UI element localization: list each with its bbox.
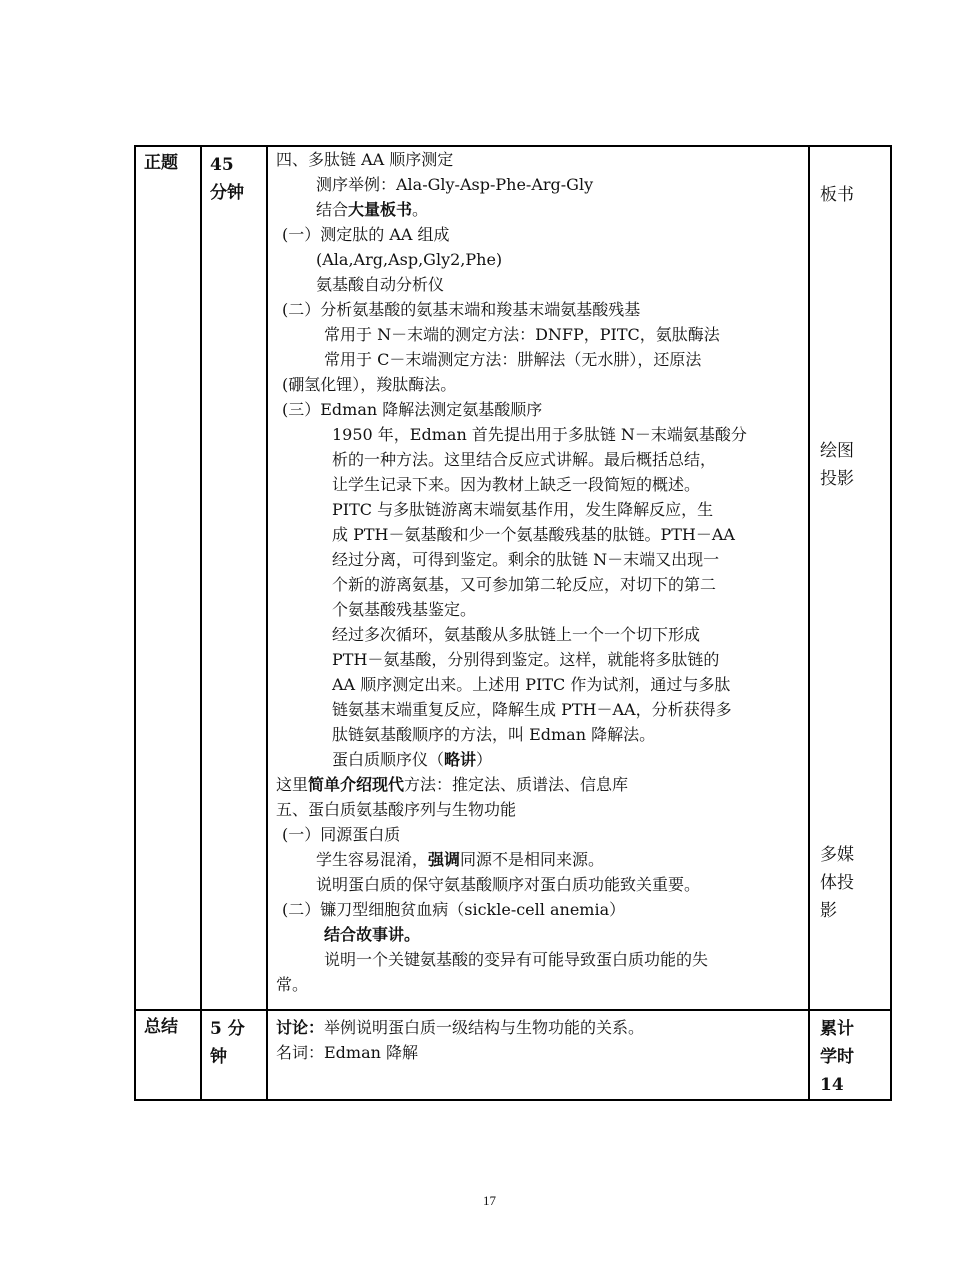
content-line: 个氨基酸残基鉴定。 (332, 600, 477, 619)
emphasis-span: 略讲 (444, 750, 477, 769)
text-span: 学生容易混淆， (316, 850, 429, 869)
section-label-summary (135, 1010, 201, 1100)
emphasis-span: 简单介绍现代 (308, 775, 405, 794)
content-line: 常用于 N－末端的测定方法：DNFP，PITC，氨肽酶法 (324, 325, 720, 344)
content-line: 常。 (276, 975, 309, 994)
content-line: 链氨基末端重复反应，降解生成 PTH－AA，分析获得多 (332, 700, 732, 719)
accumulated-hours (809, 1010, 891, 1100)
lesson-plan-table (134, 145, 892, 1101)
content-line: PITC 与多肽链游离末端氨基作用，发生降解反应，生 (332, 500, 714, 519)
summary-row (135, 1010, 891, 1100)
accum-value: 14 (820, 1075, 844, 1095)
content-line: PTH－氨基酸，分别得到鉴定。这样，就能将多肽链的 (332, 650, 720, 669)
summary-content (267, 1010, 809, 1100)
duration-main (201, 146, 267, 1010)
text-span: 这里 (276, 775, 309, 794)
content-line-mixed (276, 772, 804, 797)
duration-number: 45 (210, 155, 234, 175)
note-drawing (820, 437, 854, 493)
content-line: 氨基酸自动分析仪 (316, 275, 445, 294)
text-span: 同源不是相同来源。 (460, 850, 605, 869)
page-number: 17 (483, 1193, 496, 1208)
content-line: 经过多次循环，氨基酸从多肽链上一个一个切下形成 (332, 625, 701, 644)
duration-summary (201, 1010, 267, 1100)
note-line: 绘图 (820, 441, 854, 461)
content-line: 四、多肽链 AA 顺序测定 (276, 150, 454, 169)
accum-label: 累计 (820, 1019, 854, 1039)
emphasis-span: 强调 (428, 850, 461, 869)
note-line: 投影 (820, 469, 854, 489)
emphasis-span: 大量板书 (348, 200, 413, 219)
content-line: 五、蛋白质氨基酸序列与生物功能 (276, 800, 517, 819)
teaching-method-notes (809, 146, 891, 1010)
content-line: 让学生记录下来。因为教材上缺乏一段简短的概述。 (332, 475, 701, 494)
content-line: 析的一种方法。这里结合反应式讲解。最后概括总结， (332, 450, 717, 469)
content-line: 成 PTH－氨基酸和少一个氨基酸残基的肽链。PTH－AA (332, 525, 735, 544)
text-span: 结合 (316, 200, 349, 219)
content-line-mixed (276, 197, 804, 222)
discussion-line (276, 1015, 804, 1040)
content-line: (二）镰刀型细胞贫血病（sickle-cell anemia） (282, 900, 626, 919)
content-line: (三）Edman 降解法测定氨基酸顺序 (282, 400, 543, 419)
text-span: ） (476, 750, 493, 769)
content-line-mixed (276, 847, 804, 872)
note-line: 体投 (820, 873, 854, 893)
content-line: (一）测定肽的 AA 组成 (282, 225, 450, 244)
discussion-text: 举例说明蛋白质一级结构与生物功能的关系。 (324, 1018, 645, 1037)
content-line: 经过分离，可得到鉴定。剩余的肽链 N－末端又出现一 (332, 550, 720, 569)
content-line-bold: 结合故事讲。 (324, 925, 421, 944)
content-line: AA 顺序测定出来。上述用 PITC 作为试剂，通过与多肽 (332, 675, 731, 694)
text-span: 蛋白质顺序仪（ (332, 750, 445, 769)
content-line: 1950 年，Edman 首先提出用于多肽链 N－末端氨基酸分 (332, 425, 747, 444)
note-board: 板书 (820, 185, 854, 205)
discussion-label: 讨论： (276, 1018, 325, 1037)
content-line: 测序举例：Ala-Gly-Asp-Phe-Arg-Gly (316, 175, 594, 194)
section-label-main (135, 146, 201, 1010)
duration-unit: 分钟 (210, 183, 244, 203)
content-line: (二）分析氨基酸的氨基末端和羧基末端氨基酸残基 (282, 300, 641, 319)
content-line: 常用于 C－末端测定方法：肼解法（无水肼），还原法 (324, 350, 702, 369)
content-line: 说明一个关键氨基酸的变异有可能导致蛋白质功能的失 (324, 950, 709, 969)
main-topic-row (135, 146, 891, 1010)
duration-unit: 钟 (210, 1047, 227, 1067)
content-line: (硼氢化锂），羧肽酶法。 (282, 375, 457, 394)
content-line: 个新的游离氨基，又可参加第二轮反应，对切下的第二 (332, 575, 717, 594)
content-line: 肽链氨基酸顺序的方法，叫 Edman 降解法。 (332, 725, 656, 744)
note-line: 影 (820, 901, 837, 921)
accum-label: 学时 (820, 1047, 854, 1067)
section-text: 总结 (144, 1017, 178, 1037)
text-span: 方法：推定法、质谱法、信息库 (404, 775, 629, 794)
content-line-mixed (276, 747, 804, 772)
term-line: 名词：Edman 降解 (276, 1043, 419, 1062)
content-line: 说明蛋白质的保守氨基酸顺序对蛋白质功能致关重要。 (316, 875, 701, 894)
content-line: (一）同源蛋白质 (282, 825, 401, 844)
text-span: 。 (412, 200, 429, 219)
duration-number: 5 分 (210, 1019, 245, 1039)
note-multimedia (820, 841, 854, 925)
lesson-content (267, 146, 809, 1010)
section-text: 正题 (144, 153, 178, 173)
note-line: 多媒 (820, 845, 854, 865)
content-line: (Ala,Arg,Asp,Gly2,Phe) (316, 250, 503, 269)
